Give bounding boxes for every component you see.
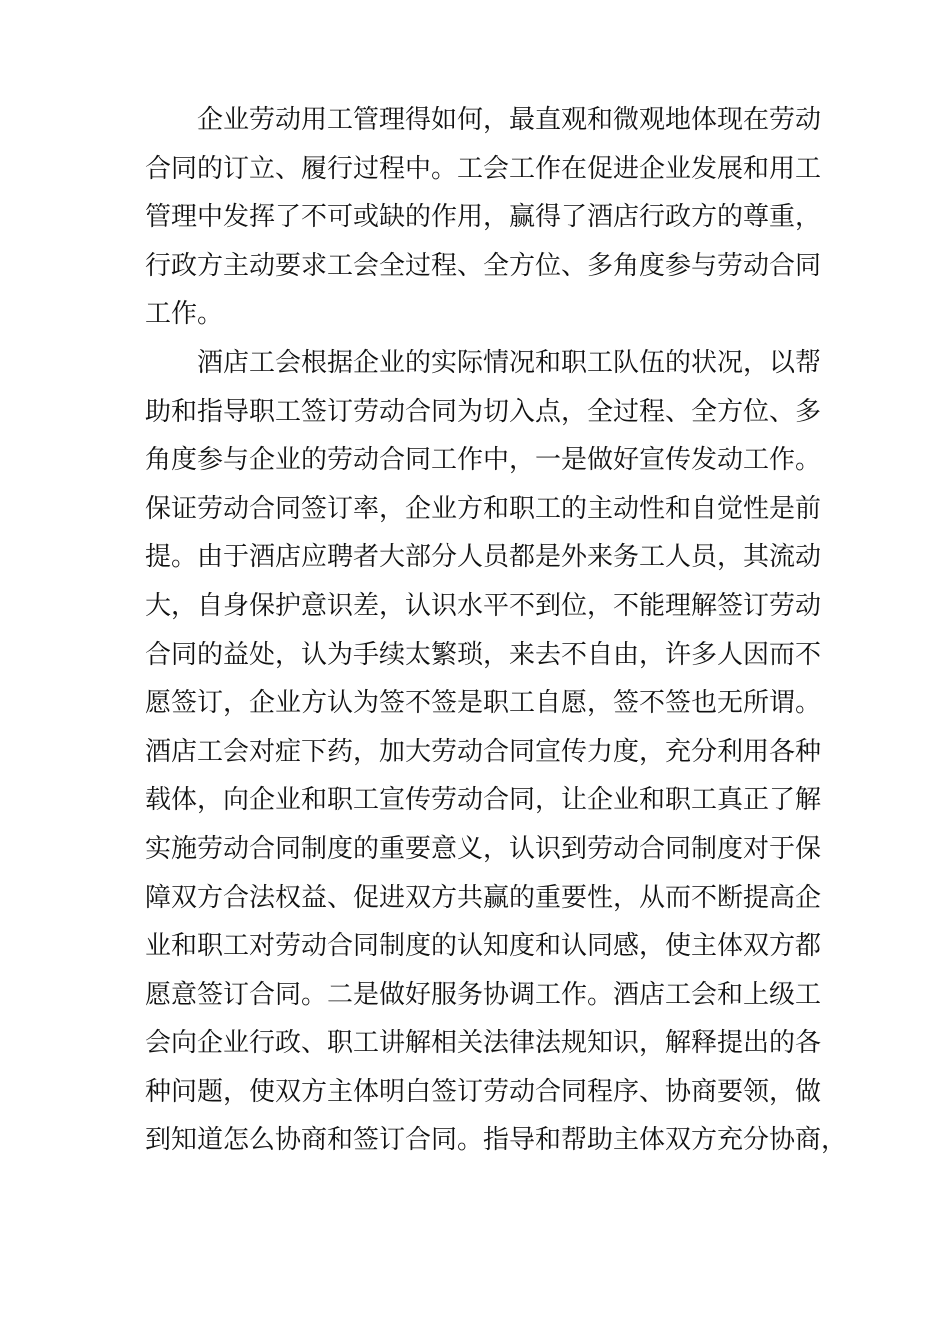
text-line: 提。由于酒店应聘者大部分人员都是外来务工人员，其流动 bbox=[145, 542, 822, 573]
text-line: 愿签订，企业方认为签不签是职工自愿，签不签也无所谓。 bbox=[145, 688, 822, 719]
text-line: 载体，向企业和职工宣传劳动合同，让企业和职工真正了解 bbox=[145, 785, 822, 816]
paragraph-2 bbox=[145, 339, 848, 1165]
text-line: 酒店工会对症下药，加大劳动合同宣传力度，充分利用各种 bbox=[145, 736, 822, 767]
text-line: 种问题，使双方主体明白签订劳动合同程序、协商要领，做 bbox=[145, 1076, 822, 1107]
text-line: 业和职工对劳动合同制度的认知度和认同感，使主体双方都 bbox=[145, 931, 822, 962]
text-line: 行政方主动要求工会全过程、全方位、多角度参与劳动合同 bbox=[145, 250, 822, 281]
text-line: 保证劳动合同签订率，企业方和职工的主动性和自觉性是前 bbox=[145, 493, 822, 524]
text-line: 角度参与企业的劳动合同工作中，一是做好宣传发动工作。 bbox=[145, 445, 822, 476]
text-line: 大，自身保护意识差，认识水平不到位，不能理解签订劳动 bbox=[145, 590, 822, 621]
text-line: 企业劳动用工管理得如何，最直观和微观地体现在劳动 bbox=[197, 105, 822, 135]
text-line: 助和指导职工签订劳动合同为切入点，全过程、全方位、多 bbox=[145, 396, 822, 427]
text-line: 会向企业行政、职工讲解相关法律法规知识，解释提出的各 bbox=[145, 1028, 822, 1059]
text-line: 酒店工会根据企业的实际情况和职工队伍的状况，以帮 bbox=[197, 347, 822, 378]
text-line: 合同的订立、履行过程中。工会工作在促进企业发展和用工 bbox=[145, 153, 822, 184]
document-body bbox=[145, 96, 848, 1165]
text-line: 愿意签订合同。二是做好服务协调工作。酒店工会和上级工 bbox=[145, 979, 822, 1010]
text-line: 合同的益处，认为手续太繁琐，来去不自由，许多人因而不 bbox=[145, 639, 822, 670]
text-line: 到知道怎么协商和签订合同。指导和帮助主体双方充分协商， bbox=[145, 1125, 848, 1156]
text-line: 障双方合法权益、促进双方共赢的重要性，从而不断提高企 bbox=[145, 882, 822, 913]
text-line: 实施劳动合同制度的重要意义，认识到劳动合同制度对于保 bbox=[145, 833, 822, 864]
text-line: 工作。 bbox=[145, 299, 224, 330]
paragraph-1 bbox=[145, 96, 822, 339]
text-line: 管理中发挥了不可或缺的作用，赢得了酒店行政方的尊重， bbox=[145, 202, 822, 233]
